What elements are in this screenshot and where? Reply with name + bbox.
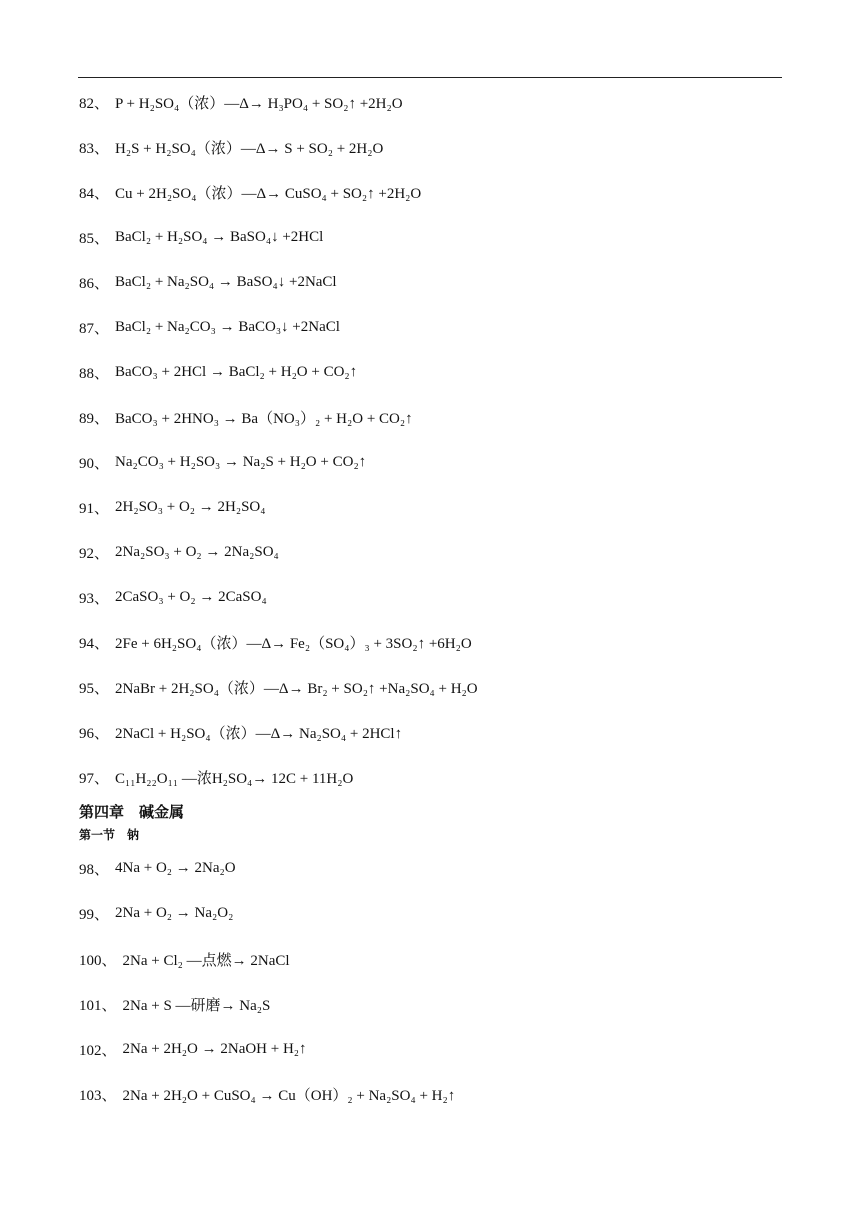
equation-101: [79, 987, 270, 1021]
equation-number: 90、: [79, 455, 110, 472]
equation-text: 2NaCl + H₂SO₄（浓）—Δ→ Na₂SO₄ + 2HCl↑: [115, 725, 403, 742]
equation-text: BaCl₂ + Na₂CO₃ → BaCO₃↓ +2NaCl: [115, 318, 340, 335]
equation-96: [79, 715, 402, 749]
equation-text: Na₂CO₃ + H₂SO₃ → Na₂S + H₂O + CO₂↑: [115, 453, 367, 470]
equation-number: 100、: [79, 952, 117, 969]
equation-text: 2CaSO₃ + O₂ → 2CaSO₄: [115, 588, 267, 605]
equation-number: 98、: [79, 861, 110, 878]
equation-number: 88、: [79, 365, 110, 382]
equation-85: [79, 220, 323, 254]
equation-number: 82、: [79, 95, 110, 112]
equation-text: BaCO₃ + 2HNO₃ → Ba（NO₃）₂ + H₂O + CO₂↑: [115, 410, 413, 427]
equation-86: [79, 265, 337, 299]
equation-text: 2Na + 2H₂O → 2NaOH + H₂↑: [122, 1040, 307, 1057]
equation-102: [79, 1032, 307, 1066]
equation-number: 94、: [79, 635, 110, 652]
equation-99: [79, 896, 233, 930]
equation-number: 93、: [79, 590, 110, 607]
equation-91: [79, 490, 265, 524]
equation-text: 2Na + Cl₂ —点燃→ 2NaCl: [122, 952, 290, 969]
equation-100: [79, 942, 290, 976]
equation-88: [79, 355, 357, 389]
equation-text: BaCl₂ + Na₂SO₄ → BaSO₄↓ +2NaCl: [115, 273, 337, 290]
equation-87: [79, 310, 340, 344]
equation-95: [79, 670, 478, 704]
equation-number: 102、: [79, 1042, 117, 1059]
equation-text: Cu + 2H₂SO₄（浓）—Δ→ CuSO₄ + SO₂↑ +2H₂O: [115, 185, 422, 202]
equation-text: 2Na + O₂ → Na₂O₂: [115, 904, 234, 921]
equation-number: 85、: [79, 230, 110, 247]
equation-text: 2Na + S —研磨→ Na₂S: [122, 997, 271, 1014]
equation-text: BaCl₂ + H₂SO₄ → BaSO₄↓ +2HCl: [115, 228, 324, 245]
equation-number: 83、: [79, 140, 110, 157]
equation-number: 84、: [79, 185, 110, 202]
equation-number: 91、: [79, 500, 110, 517]
equation-83: [79, 130, 383, 164]
equation-number: 99、: [79, 906, 110, 923]
equation-92: [79, 535, 279, 569]
equation-98: [79, 851, 236, 885]
equation-text: 2Na₂SO₃ + O₂ → 2Na₂SO₄: [115, 543, 279, 560]
equation-number: 95、: [79, 680, 110, 697]
equation-text: 2H₂SO₃ + O₂ → 2H₂SO₄: [115, 498, 266, 515]
chapter-title: 第四章 碱金属: [79, 803, 185, 821]
equation-text: H₂S + H₂SO₄（浓）—Δ→ S + SO₂ + 2H₂O: [115, 140, 384, 157]
equation-103: [79, 1077, 455, 1111]
equation-94: [79, 625, 472, 659]
equation-text: 4Na + O₂ → 2Na₂O: [115, 859, 236, 876]
equation-number: 92、: [79, 545, 110, 562]
equation-89: [79, 400, 413, 434]
equation-text: C₁₁H₂₂O₁₁ —浓H₂SO₄→ 12C + 11H₂O: [115, 770, 354, 787]
equation-text: 2Na + 2H₂O + CuSO₄ → Cu（OH）₂ + Na₂SO₄ + H₂↑: [122, 1087, 456, 1104]
equation-82: [79, 85, 403, 119]
equation-90: [79, 445, 366, 479]
section-title: 第一节 钠: [79, 828, 140, 842]
equation-text: BaCO₃ + 2HCl → BaCl₂ + H₂O + CO₂↑: [115, 363, 358, 380]
equation-number: 89、: [79, 410, 110, 427]
equation-text: 2NaBr + 2H₂SO₄（浓）—Δ→ Br₂ + SO₂↑ +Na₂SO₄ + H₂O: [115, 680, 478, 697]
equation-number: 96、: [79, 725, 110, 742]
equation-number: 87、: [79, 320, 110, 337]
equation-number: 86、: [79, 275, 110, 292]
equation-number: 103、: [79, 1087, 117, 1104]
equation-number: 97、: [79, 770, 110, 787]
equation-text: P + H₂SO₄（浓）—Δ→ H₃PO₄ + SO₂↑ +2H₂O: [115, 95, 403, 112]
equation-93: [79, 580, 267, 614]
equation-84: [79, 175, 421, 209]
equation-number: 101、: [79, 997, 117, 1014]
header-rule: [78, 77, 782, 78]
equation-97: [79, 760, 353, 794]
equation-text: 2Fe + 6H₂SO₄（浓）—Δ→ Fe₂（SO₄）₃ + 3SO₂↑ +6H₂O: [115, 635, 472, 652]
